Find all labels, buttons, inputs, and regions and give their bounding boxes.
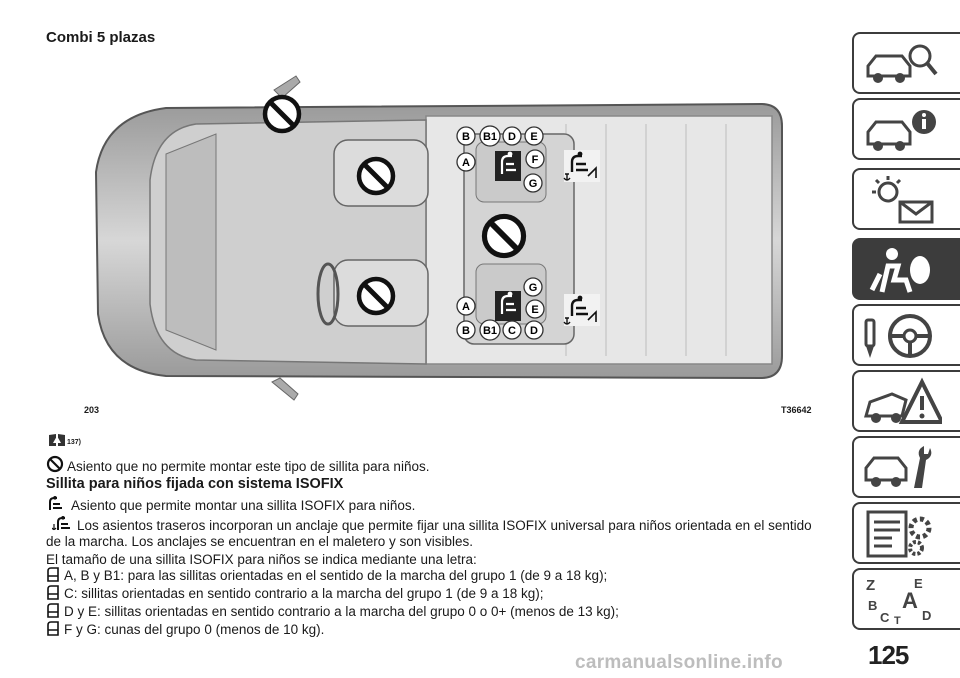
index-letter-d: D bbox=[922, 608, 932, 623]
list-item-text: A, B y B1: para las sillitas orientadas en el sentido de la marcha del grupo 1 (de 9 a 18 kg); bbox=[64, 568, 608, 583]
label-bottom-b: B bbox=[462, 325, 470, 337]
list-item bbox=[46, 585, 544, 602]
label-top-f: F bbox=[531, 154, 539, 166]
van-top-view-figure bbox=[46, 64, 816, 419]
tab-technical-data[interactable] bbox=[852, 502, 960, 564]
watermark: carmanualsonline.info bbox=[575, 652, 783, 673]
size-intro-text: El tamaño de una sillita ISOFIX para niños se indica mediante una letra: bbox=[46, 552, 477, 567]
warning-book-icon bbox=[48, 433, 66, 447]
index-letter-e: E bbox=[914, 576, 923, 591]
label-bottom-a: A bbox=[462, 301, 470, 313]
isofix-seat-text: Asiento que permite montar una sillita ISOFIX para niños. bbox=[71, 498, 416, 513]
label-top-a: A bbox=[462, 157, 470, 169]
specs-gear-icon bbox=[862, 508, 942, 560]
warning-light-icon bbox=[862, 174, 942, 226]
no-seat-line bbox=[46, 455, 429, 475]
tab-car-info[interactable] bbox=[852, 98, 960, 160]
car-accident-triangle-icon bbox=[862, 376, 942, 428]
index-letter-a: A bbox=[902, 588, 918, 613]
isofix-seat-line bbox=[46, 496, 415, 514]
rear-anchor-text-2: de la marcha. Los anclajes se encuentran en el maletero y son visibles. bbox=[46, 534, 473, 549]
tab-warning-lights[interactable] bbox=[852, 168, 960, 230]
prohibition-icon bbox=[46, 455, 64, 473]
tab-car-inspection[interactable] bbox=[852, 32, 960, 94]
list-item bbox=[46, 621, 324, 638]
label-bottom-d: D bbox=[530, 325, 538, 337]
alphabet-index-icon bbox=[862, 574, 942, 626]
label-bottom-g: G bbox=[528, 282, 538, 294]
list-item-text: D y E: sillitas orientadas en sentido contrario a la marcha del grupo 0 o 0+ (menos de 13 kg); bbox=[64, 604, 619, 619]
list-item-text: C: sillitas orientadas en sentido contrario a la marcha del grupo 1 (de 9 a 18 kg); bbox=[64, 586, 544, 601]
list-item bbox=[46, 567, 607, 584]
label-top-e: E bbox=[530, 131, 538, 143]
car-info-icon bbox=[862, 104, 942, 156]
list-item-text: F y G: cunas del grupo 0 (menos de 10 kg). bbox=[64, 622, 325, 637]
no-seat-text: Asiento que no permite montar este tipo de sillita para niños. bbox=[67, 459, 430, 474]
index-letter-t: T bbox=[894, 615, 901, 626]
section-title: Combi 5 plazas bbox=[46, 29, 156, 46]
tab-emergency[interactable] bbox=[852, 370, 960, 432]
seat-list-icon bbox=[46, 621, 61, 636]
key-steering-wheel-icon bbox=[862, 310, 942, 362]
tab-driving[interactable] bbox=[852, 304, 960, 366]
label-top-g: G bbox=[528, 178, 538, 190]
reference-note bbox=[48, 433, 81, 447]
figure-code: T36642 bbox=[781, 405, 812, 415]
car-wrench-icon bbox=[862, 442, 942, 494]
reference-note-text: 137) bbox=[67, 439, 82, 446]
seat-list-icon bbox=[46, 585, 61, 600]
rear-anchor-line-1 bbox=[52, 516, 812, 534]
seat-list-icon bbox=[46, 603, 61, 618]
isofix-anchor-icon bbox=[52, 516, 74, 532]
car-magnifier-icon bbox=[862, 38, 942, 90]
rear-anchor-text-1: Los asientos traseros incorporan un anclaje que permite fijar una sillita ISOFIX universal para niños orientada en el sentido bbox=[77, 518, 812, 533]
index-letter-b: B bbox=[868, 598, 878, 613]
isofix-heading: Sillita para niños fijada con sistema ISOFIX bbox=[46, 476, 344, 492]
label-top-d: D bbox=[508, 131, 516, 143]
page-number: 125 bbox=[868, 640, 909, 670]
label-bottom-b1: B1 bbox=[482, 325, 498, 337]
list-item bbox=[46, 603, 619, 620]
label-top-b1: B1 bbox=[482, 131, 498, 143]
label-top-b: B bbox=[462, 131, 470, 143]
index-letter-z: Z bbox=[866, 577, 876, 594]
tab-index[interactable] bbox=[852, 568, 960, 630]
airbag-seat-icon bbox=[862, 244, 942, 296]
tab-safety[interactable] bbox=[852, 238, 960, 300]
index-letter-c: C bbox=[880, 610, 890, 625]
label-bottom-c: C bbox=[508, 325, 516, 337]
isofix-seat-icon bbox=[46, 496, 68, 512]
figure-number: 203 bbox=[84, 405, 100, 415]
tab-maintenance[interactable] bbox=[852, 436, 960, 498]
seat-list-icon bbox=[46, 567, 61, 582]
label-bottom-e: E bbox=[531, 304, 539, 316]
